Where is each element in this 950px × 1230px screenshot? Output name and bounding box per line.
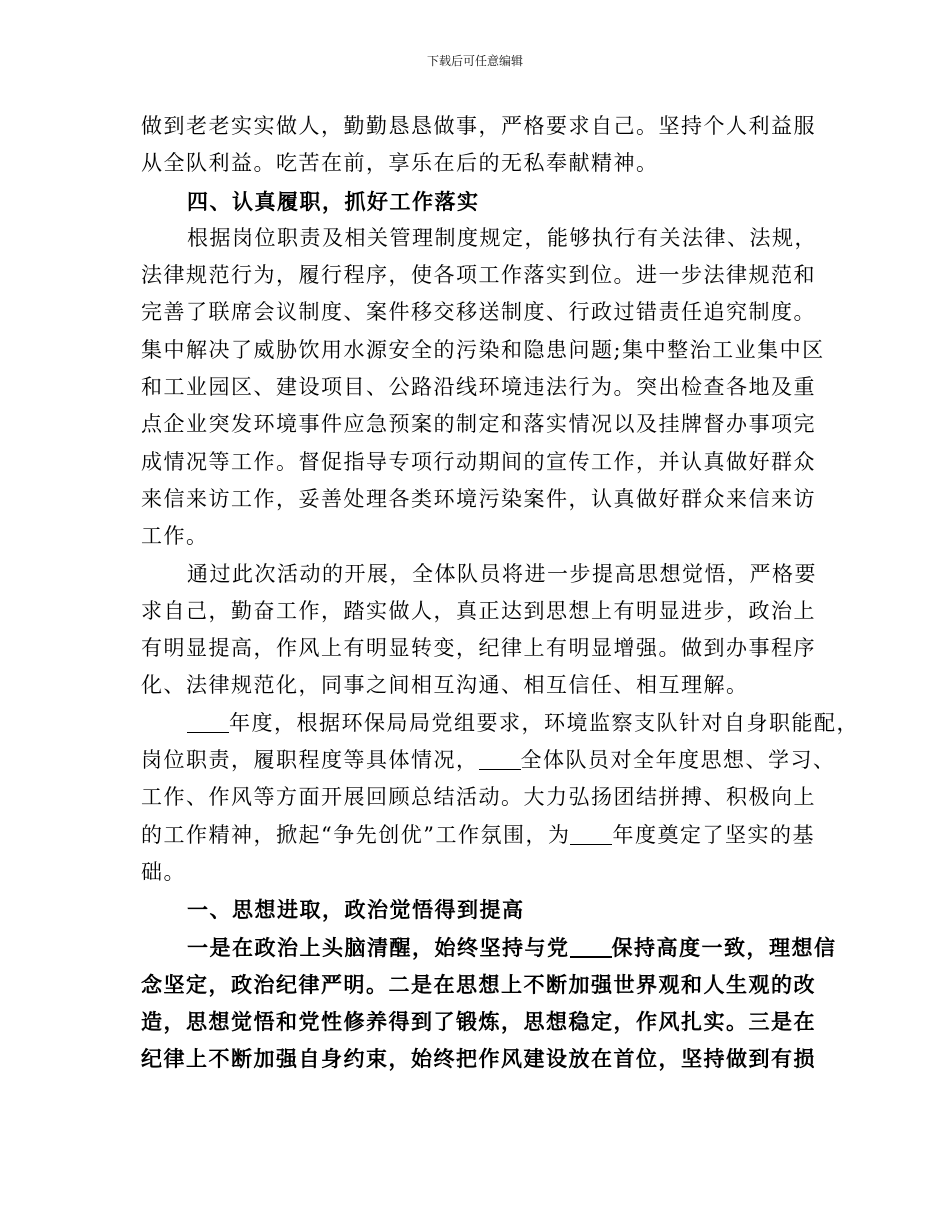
text-line xyxy=(141,705,859,742)
fill-blank xyxy=(570,935,612,958)
text-line: 点企业突发环境事件应急预案的制定和落实情况以及挂牌督办事项完 xyxy=(141,412,816,437)
text-line: 从全队利益。吃苦在前，享乐在后的无私奉献精神。 xyxy=(141,151,659,176)
section-heading-duty: 四、认真履职，抓好工作落实 xyxy=(187,188,480,214)
text-fragment: 年度奠定了坚实的基 xyxy=(612,822,815,847)
text-line: 纪律上不断加强自身约束，始终把作风建设放在首位，坚持做到有损 xyxy=(141,1046,816,1072)
text-line: 做到老老实实做人，勤勤恳恳做事，严格要求自己。坚持个人利益服 xyxy=(141,114,816,138)
paragraph-self-discipline xyxy=(141,108,817,183)
text-line: 求自己，勤奋工作，踏实做人，真正达到思想上有明显进步，政治上 xyxy=(141,598,816,623)
section-heading-political: 一、思想进取，政治觉悟得到提高 xyxy=(187,897,525,923)
text-line: 完善了联席会议制度、案件移交移送制度、行政过错责任追究制度。 xyxy=(141,300,816,325)
text-line: 来信来访工作，妥善处理各类环境污染案件，认真做好群众来信来访 xyxy=(141,486,816,511)
text-fragment: 年度，根据环保局局党组要求，环境监察支队针对自身职能配， xyxy=(229,710,859,735)
text-line: 础。 xyxy=(141,859,186,884)
text-line: 工作、作风等方面开展回顾总结活动。大力弘扬团结拼搏、积极向上 xyxy=(141,785,816,810)
text-line: 工作。 xyxy=(141,524,209,549)
text-fragment: 一是在政治上头脑清醒，始终坚持与党 xyxy=(187,934,570,960)
text-line: 成情况等工作。督促指导专项行动期间的宣传工作，并认真做好群众 xyxy=(141,449,816,474)
text-line: 法律规范行为，履行程序，使各项工作落实到位。进一步法律规范和 xyxy=(141,263,816,288)
text-fragment: 全体队员对全年度思想、学习、 xyxy=(520,748,836,773)
page-header-note: 下载后可任意编辑 xyxy=(426,54,523,68)
text-fragment: 保持高度一致，理想信 xyxy=(611,934,837,960)
text-fragment: 的工作精神，掀起“争先创优”工作氛围，为 xyxy=(141,822,571,847)
text-fragment: 岗位职责，履职程度等具体情况， xyxy=(141,748,479,773)
text-line: 和工业园区、建设项目、公路沿线环境违法行为。突出检查各地及重 xyxy=(141,375,816,400)
fill-blank xyxy=(479,748,521,770)
paragraph-annual-review xyxy=(141,705,859,891)
text-line: 化、法律规范化，同事之间相互沟通、相互信任、相互理解。 xyxy=(141,673,749,698)
text-line: 通过此次活动的开展，全体队员将进一步提高思想觉悟，严格要 xyxy=(187,561,817,586)
text-line xyxy=(141,929,837,966)
paragraph-work-implementation xyxy=(141,220,825,556)
text-line xyxy=(141,817,817,854)
fill-blank xyxy=(570,823,612,845)
paragraph-activity-outcome xyxy=(141,556,817,705)
text-line: 念坚定，政治纪律严明。二是在思想上不断加强世界观和人生观的改 xyxy=(141,971,816,997)
text-line: 根据岗位职责及相关管理制度规定，能够执行有关法律、法规， xyxy=(187,225,817,250)
paragraph-political-awareness xyxy=(141,929,837,1078)
text-line: 集中解决了威胁饮用水源安全的污染和隐患问题;集中整治工业集中区 xyxy=(141,337,825,362)
text-line: 有明显提高，作风上有明显转变，纪律上有明显增强。做到办事程序 xyxy=(141,636,816,661)
fill-blank xyxy=(187,711,229,733)
text-line: 造，思想觉悟和党性修养得到了锻炼，思想稳定，作风扎实。三是在 xyxy=(141,1009,816,1035)
document-body xyxy=(141,108,859,1078)
text-line xyxy=(141,742,836,779)
